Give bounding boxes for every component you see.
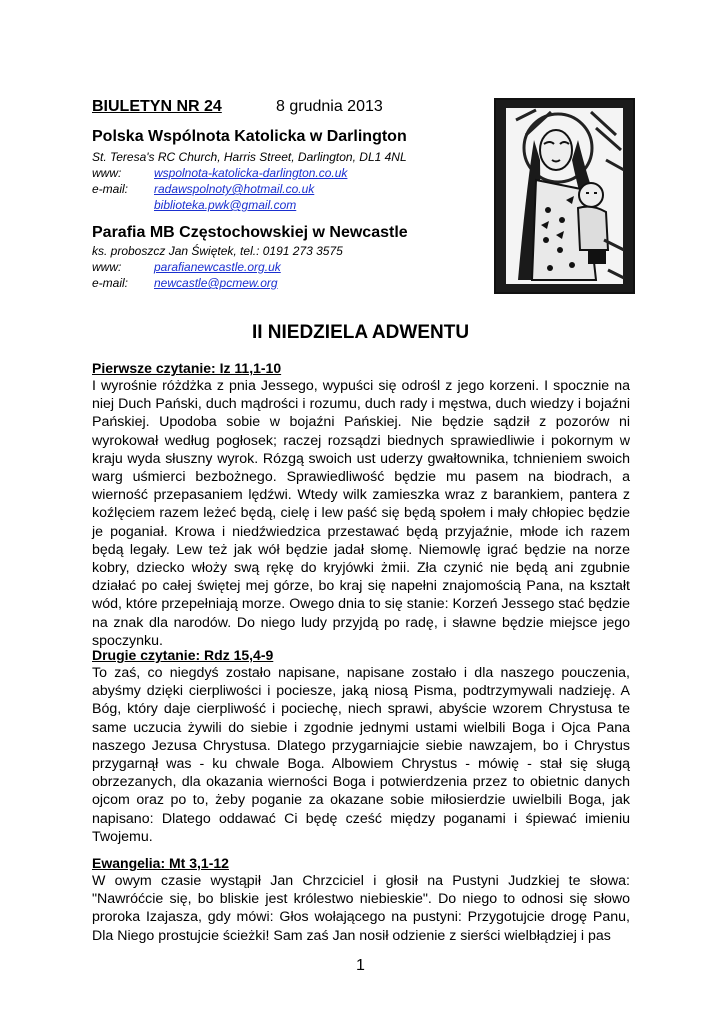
email-label: e-mail: xyxy=(92,276,129,290)
parish-email-link[interactable]: newcastle@pcmew.org xyxy=(154,276,278,290)
community-email-row xyxy=(92,181,314,197)
community-address: St. Teresa's RC Church, Harris Street, Darlington, DL1 4NL xyxy=(92,150,407,164)
madonna-woodcut-icon xyxy=(496,100,633,292)
community-name: Polska Wspólnota Katolicka w Darlington xyxy=(92,128,407,145)
bulletin-title: BIULETYN NR 24 xyxy=(92,98,222,115)
community-www-link[interactable]: wspolnota-katolicka-darlington.co.uk xyxy=(154,166,348,180)
bulletin-date: 8 grudnia 2013 xyxy=(276,98,383,115)
www-label: www: xyxy=(92,260,122,274)
parish-name: Parafia MB Częstochowskiej w Newcastle xyxy=(92,224,408,241)
parish-www-link[interactable]: parafianewcastle.org.uk xyxy=(154,260,281,274)
first-reading-text: I wyrośnie różdżka z pnia Jessego, wypuści się odrośl z jego korzeni. I spocznie na niej Duch Pański, duch mądrości i rozumu, duch rady i męstwa, duch wiedzy i bojaźni Pańskiej. Upodoba sobie w bojaźni Pańskiej. Nie będzie sądził z pozorów ni wyrokował według pogłosek; raczej rozsądzi biednych sprawiedliwie i pokornym w kraju wyda słuszny wyrok. Rózgą swoich ust uderzy gwałtownika, tchnieniem swoich warg uśmierci bezbożnego. Sprawiedliwość będzie mu pasem na biodrach, a wierność przepasaniem lędźwi. Wtedy wilk zamieszka wraz z barankiem, pantera z koźlęciem razem leżeć będą, cielę i lew paść się będą społem i mały chłopiec będzie je poganiał. Krowa i niedźwiedzica przestawać będą przyjaźnie, młode ich razem będą legały. Lew też jak wół będzie jadał słomę. Niemowlę igrać będzie na norze kobry, dziecko włoży swą rękę do kryjówki żmii. Zła czynić nie będą ani zgubnie działać po całej świętej mej górze, bo kraj się napełni znajomością Pana, na kształt wód, które przepełniają morze. Owego dnia to się stanie: Korzeń Jessego stać będzie na znak dla narodów. Do niego ludy przyjdą po radę, i sławne będzie miejsce jego spoczynku. xyxy=(92,378,630,649)
parish-www-row xyxy=(92,259,281,275)
gospel-heading: Ewangelia: Mt 3,1-12 xyxy=(92,855,229,871)
email-label: e-mail: xyxy=(92,182,129,196)
first-reading-heading: Pierwsze czytanie: Iz 11,1-10 xyxy=(92,360,282,376)
page-number: 1 xyxy=(356,957,365,974)
parish-priest: ks. proboszcz Jan Świętek, tel.: 0191 273 3575 xyxy=(92,244,343,258)
parish-email-row xyxy=(92,275,278,291)
community-www-row xyxy=(92,165,347,181)
second-reading-text: To zaś, co niegdyś zostało napisane, napisane zostało i dla naszego pouczenia, abyśmy dzięki cierpliwości i pociesze, jaką niosą Pisma, podtrzymywali nadzieję. A Bóg, który daje cierpliwość i pociechę, niech sprawi, abyście wzorem Chrystusa te same uczucia żywili do siebie i zgodnie jednymi ustami wielbili Boga i Ojca Pana naszego Jezusa Chrystusa. Dlatego przygarniajcie siebie nawzajem, bo i Chrystus przygarnął was - ku chwale Boga. Albowiem Chrystus - mówię - stał się sługą obrzezanych, dla okazania wierności Boga i potwierdzenia przez to obietnic danych ojcom oraz po to, żeby poganie za okazane sobie miłosierdzie uwielbili Boga, jak napisano: Dlatego oddawać Ci będę cześć między poganami i śpiewać imieniu Twojemu. xyxy=(92,665,630,845)
second-reading-heading: Drugie czytanie: Rdz 15,4-9 xyxy=(92,647,274,663)
community-email2-row xyxy=(92,197,296,213)
www-label: www: xyxy=(92,166,122,180)
gospel-text: W owym czasie wystąpił Jan Chrzciciel i głosił na Pustyni Judzkiej te słowa: "Nawróćcie się, bo bliskie jest królestwo niebieskie". Do niego to odnosi się słowo proroka Izajasza, gdy mówi: Głos wołającego na pustyni: Przygotujcie drogę Panu, Dla Niego prostujcie ścieżki! Sam zaś Jan nosił odzienie z sierści wielbłądziej i pas xyxy=(92,873,630,944)
page-title: II NIEDZIELA ADWENTU xyxy=(251,322,470,343)
madonna-image xyxy=(494,98,635,294)
community-email-link[interactable]: radawspolnoty@hotmail.co.uk xyxy=(154,182,315,196)
community-email2-link[interactable]: biblioteka.pwk@gmail.com xyxy=(154,198,297,212)
